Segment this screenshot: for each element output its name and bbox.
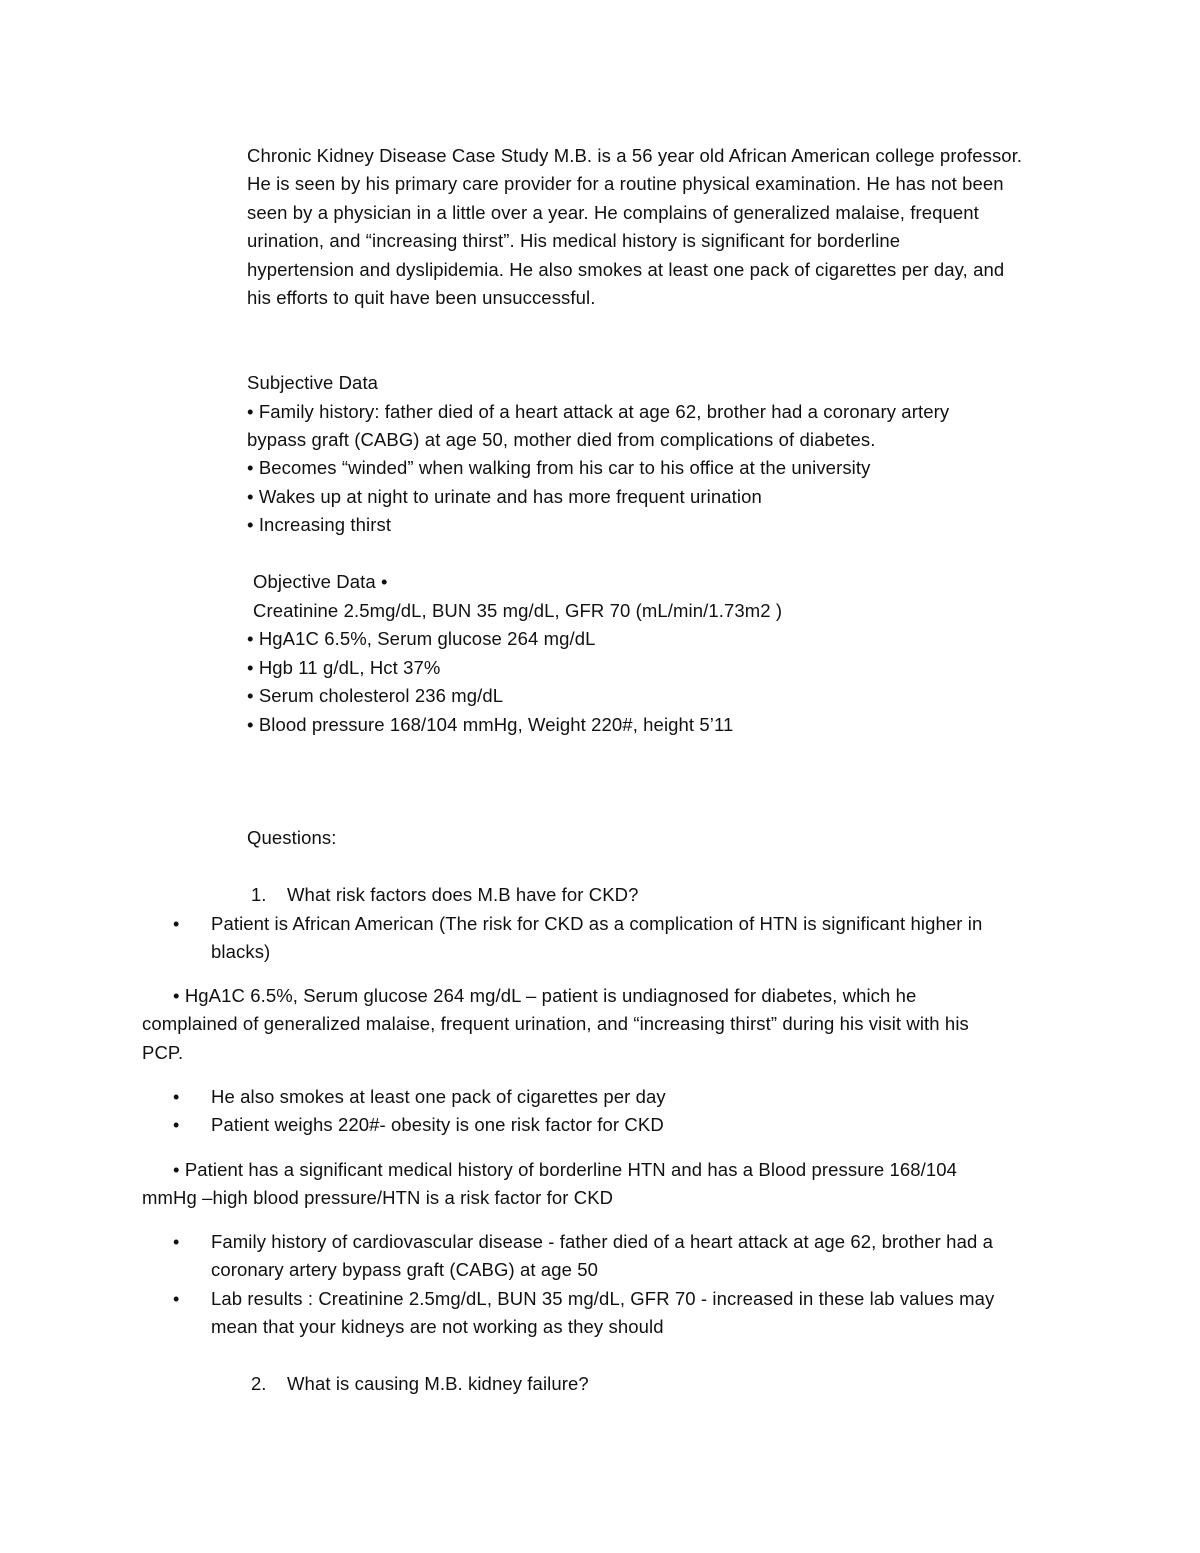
subjective-line: • Family history: father died of a heart attack at age 62, brother had a coronary artery <box>247 401 950 422</box>
answer-line: Patient is African American (The risk for CKD as a complication of HTN is significant higher in <box>211 913 983 934</box>
intro-line: Chronic Kidney Disease Case Study M.B. is a 56 year old African American college professor. <box>247 145 1023 166</box>
objective-line: • Serum cholesterol 236 mg/dL <box>247 685 504 706</box>
answer-line: Family history of cardiovascular disease - father died of a heart attack at age 62, brother had a <box>211 1231 993 1252</box>
subjective-heading: Subjective Data <box>247 372 379 393</box>
objective-line: • Blood pressure 168/104 mmHg, Weight 220#, height 5’11 <box>247 714 734 735</box>
answer-line: Patient weighs 220#- obesity is one risk factor for CKD <box>211 1114 664 1135</box>
subjective-line: • Increasing thirst <box>247 514 392 535</box>
answer-line: Lab results : Creatinine 2.5mg/dL, BUN 35 mg/dL, GFR 70 - increased in these lab values may <box>211 1288 995 1309</box>
question-number: 2. <box>251 1373 267 1394</box>
question-number: 1. <box>251 884 267 905</box>
objective-line: • HgA1C 6.5%, Serum glucose 264 mg/dL <box>247 628 596 649</box>
bullet-icon: • <box>173 914 180 934</box>
answer-line: PCP. <box>142 1042 184 1063</box>
intro-line: hypertension and dyslipidemia. He also smokes at least one pack of cigarettes per day, and <box>247 259 1005 280</box>
intro-line: urination, and “increasing thirst”. His medical history is significant for borderline <box>247 230 901 251</box>
answer-line: He also smokes at least one pack of cigarettes per day <box>211 1086 666 1107</box>
objective-line: • Hgb 11 g/dL, Hct 37% <box>247 657 441 678</box>
bullet-icon: • <box>173 1289 180 1309</box>
subjective-line: bypass graft (CABG) at age 50, mother died from complications of diabetes. <box>247 429 876 450</box>
answer-line: • HgA1C 6.5%, Serum glucose 264 mg/dL – patient is undiagnosed for diabetes, which he <box>173 985 917 1006</box>
objective-line: Creatinine 2.5mg/dL, BUN 35 mg/dL, GFR 70 (mL/min/1.73m2 ) <box>253 600 783 621</box>
bullet-icon: • <box>173 1115 180 1135</box>
objective-heading: Objective Data • <box>253 571 388 592</box>
answer-line: mmHg –high blood pressure/HTN is a risk factor for CKD <box>142 1187 614 1208</box>
intro-line: his efforts to quit have been unsuccessful. <box>247 287 596 308</box>
question-text: What risk factors does M.B have for CKD? <box>287 884 639 905</box>
answer-line: mean that your kidneys are not working as they should <box>211 1316 664 1337</box>
subjective-line: • Becomes “winded” when walking from his car to his office at the university <box>247 457 871 478</box>
answer-line: coronary artery bypass graft (CABG) at age 50 <box>211 1259 599 1280</box>
bullet-icon: • <box>173 1087 180 1107</box>
question-text: What is causing M.B. kidney failure? <box>287 1373 589 1394</box>
answer-line: complained of generalized malaise, frequent urination, and “increasing thirst” during his visit with his <box>142 1013 969 1034</box>
intro-line: seen by a physician in a little over a year. He complains of generalized malaise, frequent <box>247 202 979 223</box>
intro-line: He is seen by his primary care provider for a routine physical examination. He has not been <box>247 173 1004 194</box>
subjective-line: • Wakes up at night to urinate and has more frequent urination <box>247 486 762 507</box>
answer-line: • Patient has a significant medical history of borderline HTN and has a Blood pressure 168/104 <box>173 1159 958 1180</box>
answer-line: blacks) <box>211 941 271 962</box>
bullet-icon: • <box>173 1232 180 1252</box>
questions-heading: Questions: <box>247 827 337 848</box>
